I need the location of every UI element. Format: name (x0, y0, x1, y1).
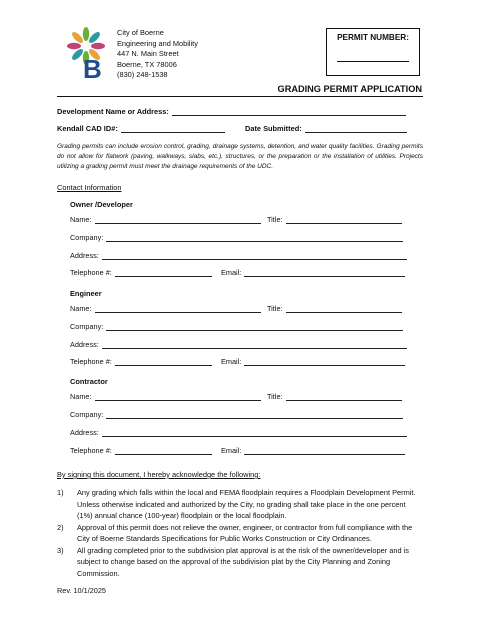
engineer-company-row (70, 322, 403, 331)
date-label: Date Submitted: (245, 124, 302, 133)
engineer-email-row (221, 357, 405, 366)
cad-row (57, 124, 225, 133)
contractor-address-field[interactable] (102, 428, 407, 437)
address-label: Address: (70, 428, 99, 437)
owner-telephone-field[interactable] (115, 268, 212, 277)
owner-company-row (70, 233, 403, 242)
date-field[interactable] (305, 124, 407, 133)
owner-name-field[interactable] (95, 215, 261, 224)
contractor-email-row (221, 446, 405, 455)
contractor-title-row (267, 392, 402, 401)
email-label: Email: (221, 268, 242, 277)
group-owner-title: Owner /Developer (70, 200, 133, 209)
owner-email-field[interactable] (244, 268, 405, 277)
name-label: Name: (70, 304, 92, 313)
owner-company-field[interactable] (106, 233, 403, 242)
org-line: Engineering and Mobility (117, 38, 198, 48)
cad-label: Kendall CAD ID#: (57, 124, 118, 133)
org-address (117, 28, 198, 81)
title-label: Title: (267, 215, 283, 224)
development-label: Development Name or Address: (57, 107, 169, 116)
list-item (57, 545, 423, 580)
company-label: Company: (70, 233, 104, 242)
contractor-name-row (70, 392, 261, 401)
telephone-label: Telephone #: (70, 357, 112, 366)
engineer-address-field[interactable] (102, 340, 407, 349)
contact-section-title: Contact Information (57, 183, 122, 192)
telephone-label: Telephone #: (70, 268, 112, 277)
permit-number-box (326, 28, 420, 76)
org-line: City of Boerne (117, 28, 164, 37)
title-label: Title: (267, 304, 283, 313)
engineer-title-field[interactable] (286, 304, 402, 313)
list-item-text: Approval of this permit does not relieve the owner, engineer, or contractor from full compliance with the City of Boerne Standards Specifications for Public Works Construction or City Ordinances. (77, 522, 413, 543)
list-item (57, 487, 423, 522)
development-field[interactable] (172, 107, 406, 116)
contractor-title-field[interactable] (286, 392, 402, 401)
company-label: Company: (70, 410, 104, 419)
city-logo (60, 26, 112, 80)
list-item-text: Any grading which falls within the local and FEMA floodplain requires a Floodplain Development Permit. Unless otherwise indicated and authorized by the City, no grading shall take place in the one percent (1%) annual chance (100-year) floodplain or the local floodplain. (77, 488, 416, 520)
list-item-number: 2) (57, 522, 64, 532)
engineer-name-field[interactable] (95, 304, 261, 313)
owner-title-row (267, 215, 402, 224)
owner-telephone-row (70, 268, 212, 277)
grading-notice: Grading permits can include erosion control, grading, drainage systems, detention, and water quality facilities. Grading permits do not allow for flatwork (paving, walkways, slabs, etc.), structures, or the preparation or the installation of utilities. Projects utilizing a grading permit must meet the drainage requirements of the UDC. (57, 143, 423, 171)
cad-field[interactable] (121, 124, 225, 133)
contractor-name-field[interactable] (95, 392, 261, 401)
contractor-email-field[interactable] (244, 446, 405, 455)
group-contractor-title: Contractor (70, 377, 108, 386)
engineer-title-row (267, 304, 402, 313)
name-label: Name: (70, 215, 92, 224)
org-line: Boerne, TX 78006 (117, 59, 177, 69)
contractor-telephone-row (70, 446, 212, 455)
list-item-number: 1) (57, 488, 64, 497)
contractor-telephone-field[interactable] (115, 446, 212, 455)
date-row (245, 124, 407, 133)
development-row (57, 107, 406, 116)
contractor-address-row (70, 428, 407, 437)
email-label: Email: (221, 446, 242, 455)
engineer-email-field[interactable] (244, 357, 405, 366)
form-title: GRADING PERMIT APPLICATION (277, 84, 422, 94)
acknowledgement-heading: By signing this document, I hereby acknowledge the following: (57, 470, 261, 479)
email-label: Email: (221, 357, 242, 366)
permit-number-field[interactable] (337, 61, 409, 62)
owner-title-field[interactable] (286, 215, 402, 224)
engineer-telephone-field[interactable] (115, 357, 212, 366)
group-engineer-title: Engineer (70, 289, 102, 298)
owner-email-row (221, 268, 405, 277)
address-label: Address: (70, 340, 99, 349)
engineer-company-field[interactable] (106, 322, 403, 331)
contractor-company-row (70, 410, 403, 419)
list-item (57, 522, 423, 545)
owner-address-field[interactable] (102, 251, 407, 260)
list-item-text: All grading completed prior to the subdivision plat approval is at the risk of the owner/developer and is subject to change based on the approval of the subdivision plat by the City Planning and Zoning Commission. (77, 545, 409, 578)
title-label: Title: (267, 392, 283, 401)
contractor-company-field[interactable] (106, 410, 403, 419)
logo-letter: B (83, 54, 102, 80)
title-divider (57, 96, 423, 97)
acknowledgement-list (57, 487, 423, 579)
address-label: Address: (70, 251, 99, 260)
engineer-name-row (70, 304, 261, 313)
org-line: 447 N. Main Street (117, 49, 179, 59)
owner-name-row (70, 215, 261, 224)
company-label: Company: (70, 322, 104, 331)
permit-number-label: PERMIT NUMBER: (337, 33, 409, 42)
revision-date: Rev. 10/1/2025 (57, 586, 106, 595)
list-item-number: 3) (57, 545, 64, 555)
engineer-telephone-row (70, 357, 212, 366)
org-line: (830) 248-1538 (117, 70, 168, 80)
engineer-address-row (70, 340, 407, 349)
telephone-label: Telephone #: (70, 446, 112, 455)
name-label: Name: (70, 392, 92, 401)
owner-address-row (70, 251, 407, 260)
